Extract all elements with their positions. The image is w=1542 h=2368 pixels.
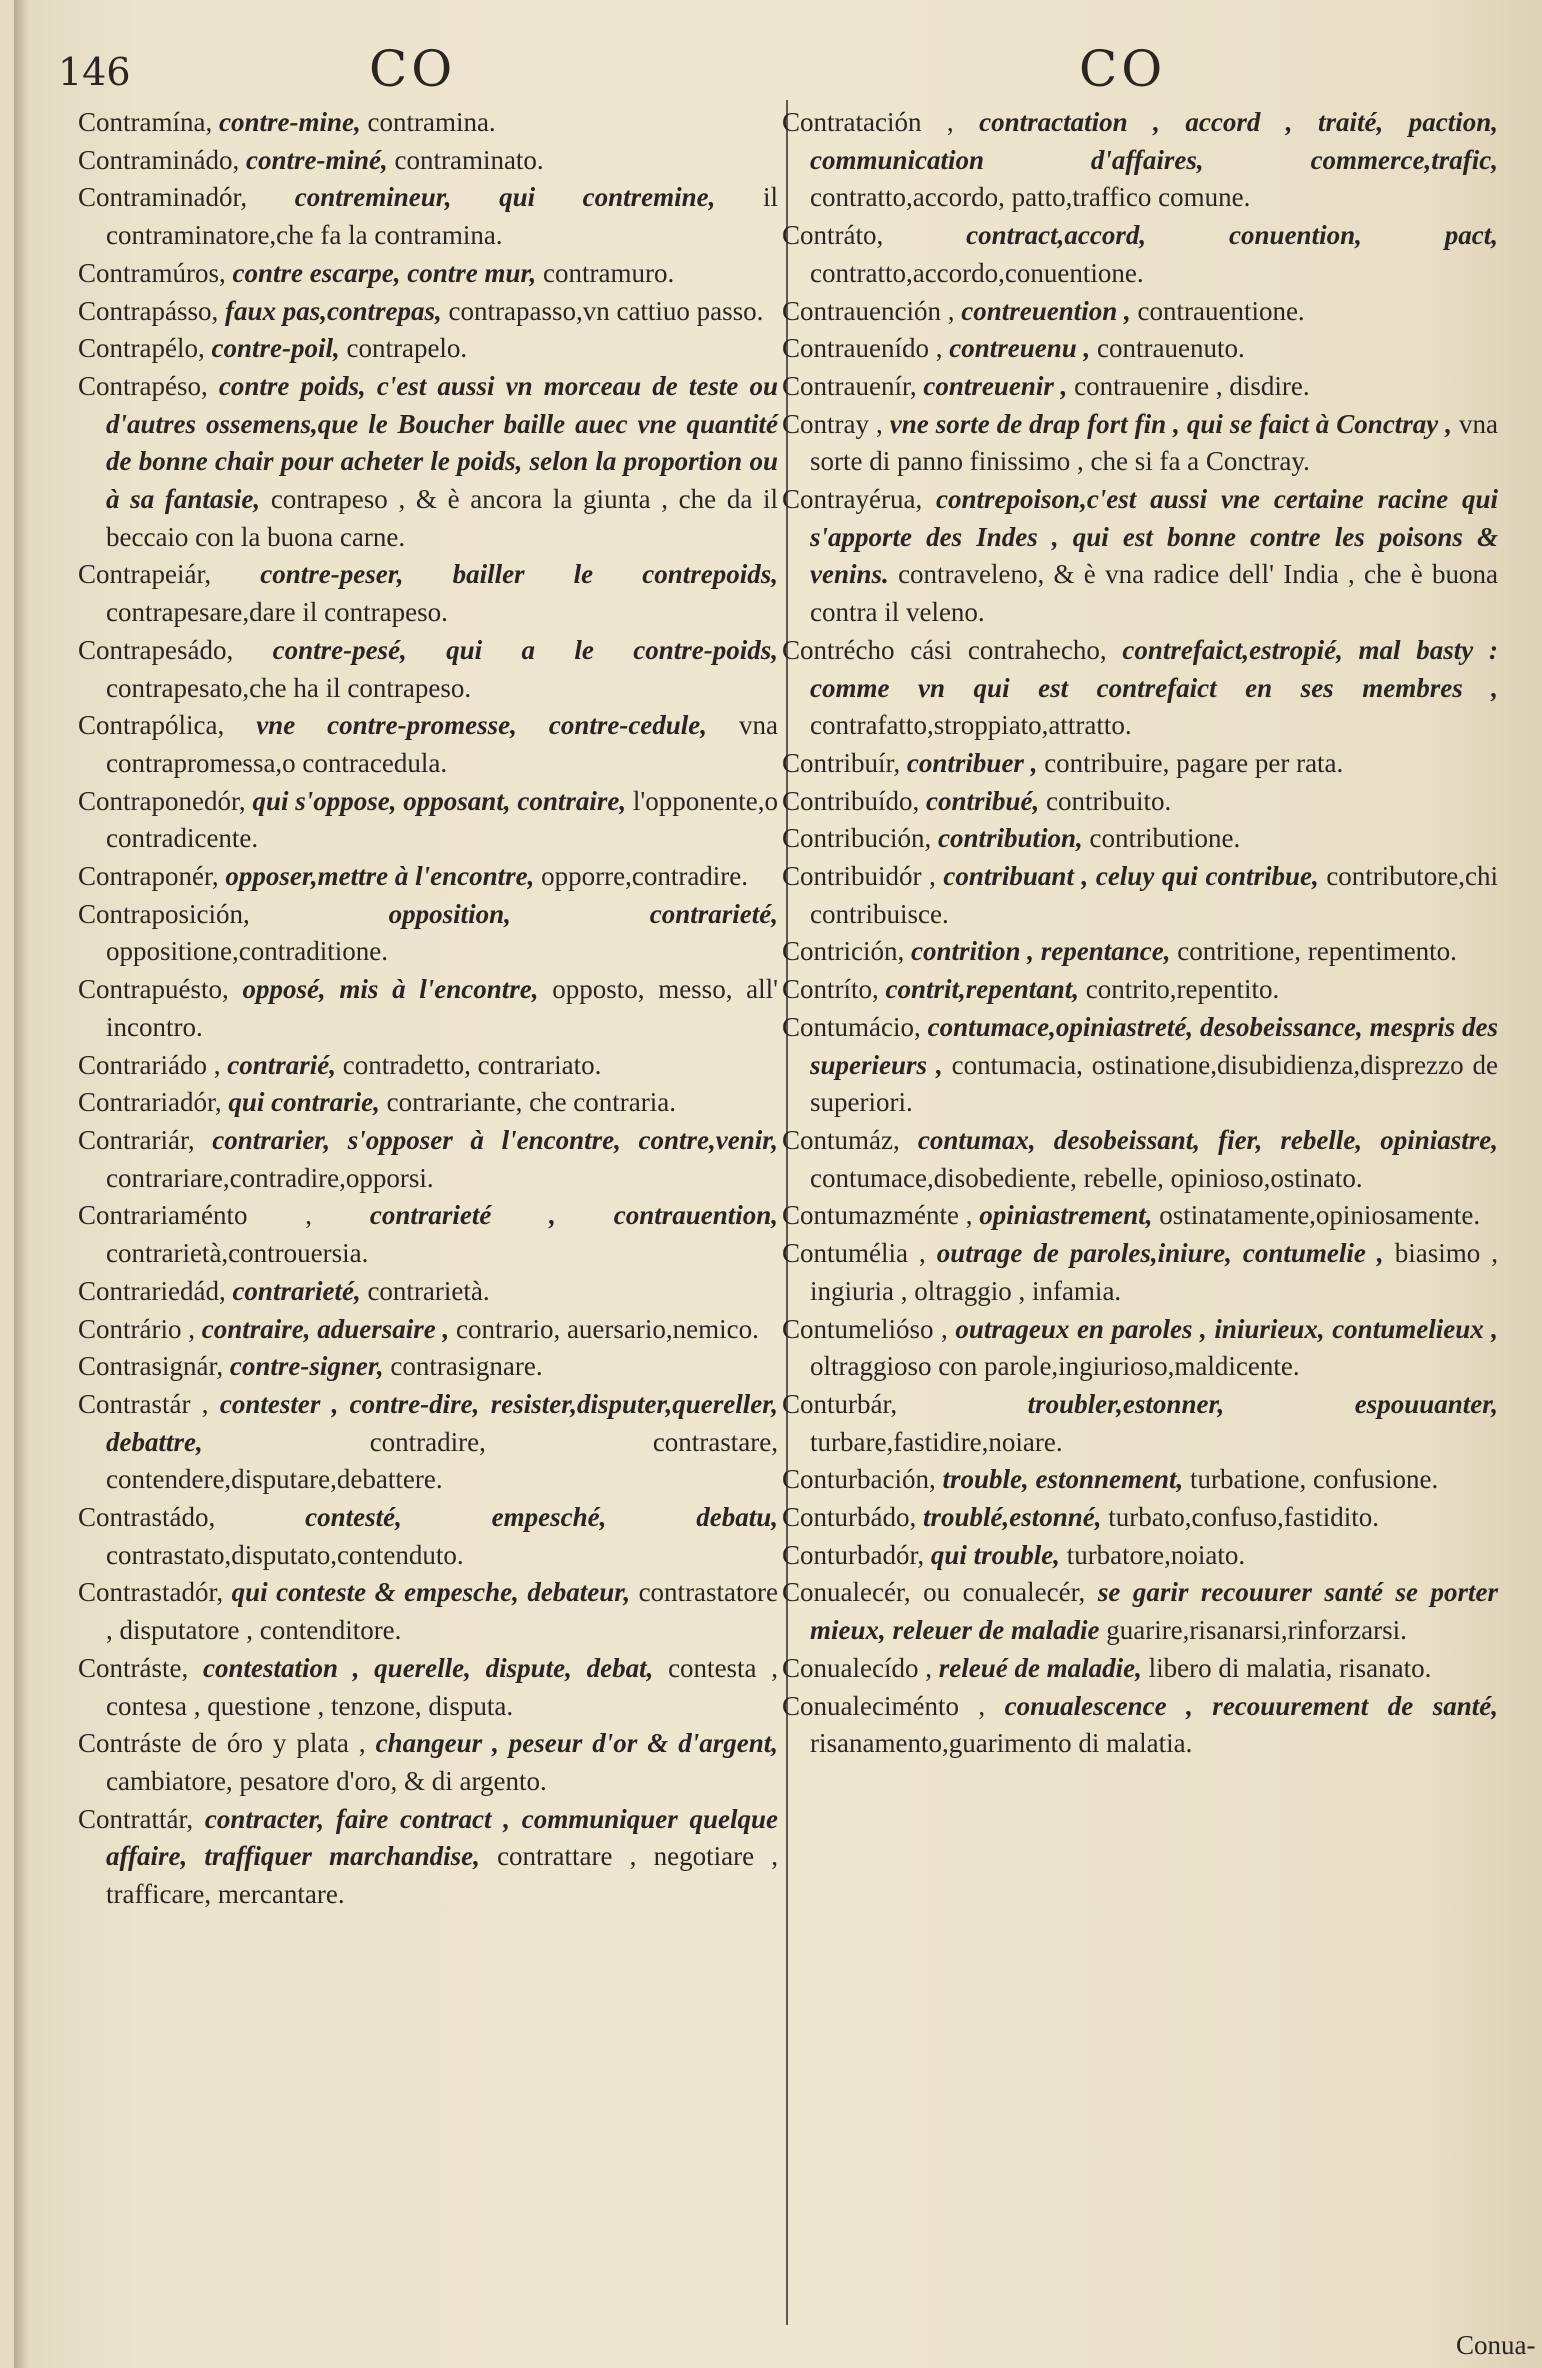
dictionary-entry — [78, 1574, 778, 1649]
entry-headword: Contrauención , — [782, 295, 955, 326]
entry-headword: Conturbadór, — [782, 1539, 925, 1570]
entry-italian-gloss: contrauenire , disdire. — [1074, 370, 1310, 401]
dictionary-entry — [782, 1009, 1498, 1122]
dictionary-entry — [782, 1650, 1498, 1688]
entry-french-gloss: qui s'oppose, opposant, contraire, — [252, 785, 627, 816]
entry-italian-gloss: cambiatore, pesatore d'oro, & di argento. — [106, 1765, 547, 1796]
entry-headword: Contrapélo, — [78, 333, 205, 364]
dictionary-entry — [78, 896, 778, 971]
catchword: Conua- — [1456, 2330, 1536, 2360]
dictionary-entry — [782, 1235, 1498, 1310]
entry-italian-gloss: contrastatore , disputatore , contenditore. — [106, 1577, 779, 1646]
dictionary-entry — [78, 1197, 778, 1272]
dictionary-entry — [78, 1047, 778, 1085]
entry-italian-gloss: ostinatamente,opiniosamente. — [1159, 1200, 1481, 1231]
entry-headword: Contrariár, — [78, 1124, 195, 1155]
entry-italian-gloss: contesta , contesa , questione , tenzone, disputa. — [106, 1652, 779, 1721]
entry-italian-gloss: contradetto, contrariato. — [342, 1049, 602, 1080]
dictionary-entry — [78, 1348, 778, 1386]
entry-french-gloss: contreuenu , — [949, 333, 1091, 364]
entry-french-gloss: trouble, estonnement, — [942, 1464, 1184, 1495]
entry-headword: Conturbár, — [782, 1388, 898, 1419]
entry-french-gloss: contre poids, c'est aussi vn morceau de teste ou d'autres ossemens,que le Boucher baille auec vne quantité de bonne chair pour acheter le poids, selon la proportion ou à sa fantasie, — [106, 370, 779, 515]
entry-italian-gloss: contumacia, ostinatione,disubidienza,disprezzo de superiori. — [810, 1049, 1499, 1118]
entry-headword: Contrayérua, — [782, 484, 923, 515]
entry-headword: Contrapéso, — [78, 370, 208, 401]
entry-french-gloss: contribuant , celuy qui contribue, — [943, 861, 1319, 892]
entry-italian-gloss: contraveleno, & è vna radice dell' India , che è buona contra il veleno. — [810, 559, 1499, 628]
entry-french-gloss: contract,accord, conuention, pact, — [966, 220, 1498, 251]
entry-headword: Contrapesádo, — [78, 634, 234, 665]
entry-italian-gloss: contumace,disobediente, rebelle, opinioso,ostinato. — [810, 1162, 1363, 1193]
entry-french-gloss: contremineur, qui contremine, — [294, 182, 716, 213]
dictionary-entry — [782, 1499, 1498, 1537]
left-column — [78, 104, 778, 1914]
entry-italian-gloss: contribuire, pagare per rata. — [1044, 747, 1344, 778]
entry-headword: Contrariaménto , — [78, 1200, 313, 1231]
entry-headword: Contrastádo, — [78, 1502, 216, 1533]
entry-headword: Contrasignár, — [78, 1351, 224, 1382]
entry-french-gloss: contrarié, — [227, 1049, 336, 1080]
entry-italian-gloss: turbatore,noiato. — [1066, 1539, 1246, 1570]
dictionary-entry — [782, 104, 1498, 217]
entry-french-gloss: contreuention , — [961, 295, 1131, 326]
entry-headword: Contribuído, — [782, 785, 920, 816]
entry-headword: Contrapásso, — [78, 295, 219, 326]
entry-headword: Conualecér, ou conualecér, — [782, 1577, 1086, 1608]
entry-french-gloss: contumace,opiniastreté, desobeissance, mespris des superieurs , — [810, 1011, 1499, 1080]
dictionary-entry — [782, 858, 1498, 933]
entry-french-gloss: contre-peser, bailler le contrepoids, — [260, 559, 778, 590]
dictionary-entry — [782, 481, 1498, 632]
entry-headword: Contraposición, — [78, 898, 250, 929]
entry-headword: Contraminadór, — [78, 182, 248, 213]
entry-italian-gloss: oppositione,contraditione. — [106, 936, 388, 967]
dictionary-entry — [78, 858, 778, 896]
entry-headword: Contrastadór, — [78, 1577, 224, 1608]
dictionary-entry — [782, 745, 1498, 783]
entry-headword: Contramína, — [78, 107, 213, 137]
entry-italian-gloss: turbatione, confusione. — [1190, 1464, 1439, 1495]
entry-italian-gloss: contrariare,contradire,opporsi. — [106, 1162, 434, 1193]
entry-french-gloss: contribution, — [938, 823, 1083, 854]
dictionary-entry — [782, 368, 1498, 406]
entry-french-gloss: contumax, desobeissant, fier, rebelle, opiniastre, — [917, 1124, 1498, 1155]
entry-italian-gloss: contrafatto,stroppiato,attratto. — [810, 710, 1132, 741]
entry-headword: Contribuidór , — [782, 861, 936, 892]
dictionary-entry — [782, 330, 1498, 368]
dictionary-entry — [782, 1122, 1498, 1197]
entry-headword: Conturbádo, — [782, 1502, 917, 1533]
entry-italian-gloss: contramina. — [367, 107, 496, 137]
entry-italian-gloss: contrauenuto. — [1097, 333, 1245, 364]
entry-french-gloss: releué de maladie, — [938, 1652, 1142, 1683]
dictionary-entry — [782, 933, 1498, 971]
entry-italian-gloss: contrario, auersario,nemico. — [456, 1313, 759, 1344]
entry-french-gloss: contraire, aduersaire , — [201, 1313, 450, 1344]
entry-italian-gloss: opposto, messo, all' incontro. — [106, 974, 778, 1042]
entry-headword: Contribuír, — [782, 747, 901, 778]
entry-headword: Contrapeiár, — [78, 559, 212, 590]
entry-french-gloss: contre-poil, — [211, 333, 340, 364]
entry-italian-gloss: contrauentione. — [1137, 295, 1305, 326]
entry-italian-gloss: oltraggioso con parole,ingiurioso,maldicente. — [810, 1351, 1300, 1382]
entry-italian-gloss: contrarietà,controuersia. — [106, 1238, 369, 1269]
dictionary-entry — [782, 293, 1498, 331]
entry-french-gloss: troublé,estonné, — [923, 1502, 1102, 1533]
entry-headword: Conturbación, — [782, 1464, 936, 1495]
entry-french-gloss: contrarier, s'opposer à l'encontre, contre,venir, — [212, 1124, 778, 1155]
dictionary-entry — [782, 1688, 1498, 1763]
entry-french-gloss: contre-signer, — [229, 1351, 384, 1382]
entry-headword: Conualeciménto , — [782, 1690, 986, 1721]
entry-french-gloss: faux pas,contrepas, — [224, 295, 442, 326]
entry-french-gloss: vne sorte de drap fort fin , qui se faict à Conctray , — [889, 408, 1453, 439]
entry-headword: Contrariádo , — [78, 1049, 221, 1080]
dictionary-entry — [78, 1273, 778, 1311]
entry-headword: Contrattár, — [78, 1803, 194, 1834]
dictionary-entry — [78, 1499, 778, 1574]
dictionary-entry — [78, 707, 778, 782]
entry-french-gloss: contribuer , — [906, 747, 1038, 778]
dictionary-entry — [78, 1725, 778, 1800]
entry-italian-gloss: turbare,fastidire,noiare. — [810, 1426, 1063, 1457]
dictionary-entry — [78, 971, 778, 1046]
dictionary-entry — [782, 1386, 1498, 1461]
entry-french-gloss: contribué, — [926, 785, 1040, 816]
entry-italian-gloss: contrapesato,che ha il contrapeso. — [106, 672, 472, 703]
entry-headword: Contráto, — [782, 220, 884, 251]
entry-italian-gloss: contrasignare. — [390, 1351, 543, 1382]
dictionary-entry — [78, 104, 778, 142]
entry-italian-gloss: vna contrapromessa,o contracedula. — [106, 710, 778, 778]
entry-italian-gloss: contratto,accordo,conuentione. — [810, 257, 1144, 288]
dictionary-entry — [782, 971, 1498, 1009]
entry-french-gloss: se garir recouurer santé se porter mieux, releuer de maladie — [810, 1577, 1499, 1646]
entry-french-gloss: contre-mine, — [218, 107, 361, 137]
entry-headword: Contrición, — [782, 936, 905, 967]
entry-italian-gloss: contritione, repentimento. — [1177, 936, 1457, 967]
dictionary-entry — [782, 820, 1498, 858]
dictionary-entry — [78, 1386, 778, 1499]
entry-headword: Contumelióso , — [782, 1313, 948, 1344]
dictionary-entry — [78, 142, 778, 180]
entry-french-gloss: qui contrarie, — [228, 1087, 380, 1118]
dictionary-entry — [78, 255, 778, 293]
entry-headword: Contraponedór, — [78, 785, 246, 816]
entry-headword: Contrário , — [78, 1313, 195, 1344]
entry-headword: Contrastár , — [78, 1388, 209, 1419]
entry-headword: Contumélia , — [782, 1238, 926, 1269]
entry-french-gloss: contracter, faire contract , communiquer quelque affaire, traffiquer marchandise, — [106, 1803, 778, 1872]
entry-headword: Contráste de óro y plata , — [78, 1728, 366, 1759]
entry-headword: Contribución, — [782, 823, 932, 854]
entry-italian-gloss: contributore,chi contribuisce. — [810, 861, 1499, 929]
right-column-heading: CO — [1079, 40, 1167, 98]
entry-headword: Contratación , — [782, 107, 954, 137]
entry-italian-gloss: contrito,repentito. — [1085, 974, 1280, 1005]
entry-french-gloss: contreuenir , — [923, 370, 1068, 401]
entry-french-gloss: outrage de paroles,iniure, contumelie , — [936, 1238, 1384, 1269]
dictionary-page — [14, 0, 1542, 2368]
dictionary-entry — [78, 1311, 778, 1349]
entry-italian-gloss: contrapelo. — [346, 333, 468, 364]
entry-italian-gloss: biasimo , ingiuria , oltraggio , infamia. — [810, 1238, 1498, 1306]
entry-french-gloss: conualescence , recouurement de santé, — [1004, 1690, 1498, 1721]
entry-french-gloss: contrarieté , contrauention, — [369, 1200, 779, 1231]
dictionary-entry — [78, 368, 778, 557]
dictionary-entry — [782, 1197, 1498, 1235]
dictionary-entry — [782, 1574, 1498, 1649]
entry-italian-gloss: il contraminatore,che fa la contramina. — [106, 182, 779, 251]
entry-italian-gloss: contributione. — [1089, 823, 1241, 854]
entry-french-gloss: troubler,estonner, espouuanter, — [1027, 1388, 1498, 1419]
entry-italian-gloss: vna sorte di panno finissimo , che si fa a Conctray. — [810, 408, 1499, 477]
entry-italian-gloss: libero di malatia, risanato. — [1148, 1652, 1432, 1683]
entry-headword: Contrapuésto, — [78, 974, 229, 1005]
dictionary-entry — [782, 632, 1498, 745]
entry-italian-gloss: contrapesare,dare il contrapeso. — [106, 597, 448, 628]
dictionary-entry — [78, 783, 778, 858]
dictionary-entry — [78, 632, 778, 707]
entry-italian-gloss: contramuro. — [543, 257, 675, 288]
dictionary-entry — [78, 1084, 778, 1122]
dictionary-entry — [78, 293, 778, 331]
entry-french-gloss: qui conteste & empesche, debateur, — [231, 1577, 631, 1608]
entry-italian-gloss: contrapeso , & è ancora la giunta , che da il beccaio con la buona carne. — [106, 484, 778, 552]
entry-french-gloss: contrition , repentance, — [911, 936, 1171, 967]
entry-headword: Contumácio, — [782, 1011, 921, 1042]
entry-french-gloss: vne contre-promesse, contre-cedule, — [256, 710, 708, 741]
entry-italian-gloss: contribuito. — [1046, 785, 1172, 816]
entry-french-gloss: contractation , accord , traité, paction, communication d'affaires, commerce,trafic, — [810, 107, 1498, 175]
entry-italian-gloss: contraminato. — [394, 144, 544, 175]
dictionary-entry — [78, 556, 778, 631]
entry-headword: Contraminádo, — [78, 144, 240, 175]
entry-italian-gloss: turbato,confuso,fastidito. — [1108, 1502, 1379, 1533]
entry-headword: Contrariedád, — [78, 1275, 226, 1306]
dictionary-entry — [782, 1461, 1498, 1499]
entry-french-gloss: qui trouble, — [930, 1539, 1060, 1570]
left-column-heading: CO — [369, 40, 457, 98]
entry-italian-gloss: contrariante, che contraria. — [386, 1087, 676, 1118]
entry-italian-gloss: contradire, contrastare, contendere,disputare,debattere. — [106, 1426, 778, 1495]
dictionary-entry — [78, 1650, 778, 1725]
entry-french-gloss: contrepoison,c'est aussi vne certaine racine qui s'apporte des Indes , qui est bonne contre les poisons & venins. — [810, 484, 1499, 590]
entry-italian-gloss: contratto,accordo, patto,traffico comune. — [810, 182, 1251, 213]
entry-french-gloss: opposer,mettre à l'encontre, — [225, 861, 535, 892]
dictionary-entry — [782, 783, 1498, 821]
entry-italian-gloss: risanamento,guarimento di malatia. — [810, 1728, 1193, 1759]
entry-headword: Contrécho cási contrahecho, — [782, 634, 1107, 665]
right-column — [782, 104, 1498, 1763]
entry-french-gloss: contrefaict,estropié, mal basty : comme vn qui est contrefaict en ses membres , — [810, 634, 1499, 703]
entry-italian-gloss: opporre,contradire. — [541, 861, 749, 892]
entry-headword: Contraponér, — [78, 861, 219, 892]
entry-headword: Conualecído , — [782, 1652, 932, 1683]
dictionary-entry — [78, 1801, 778, 1914]
entry-french-gloss: contre-miné, — [245, 144, 388, 175]
entry-italian-gloss: contrattare , negotiare , trafficare, mercantare. — [106, 1841, 778, 1910]
entry-headword: Contrauenír, — [782, 370, 917, 401]
entry-headword: Contráste, — [78, 1652, 189, 1683]
entry-french-gloss: contesté, empesché, debatu, — [305, 1502, 778, 1533]
dictionary-entry — [782, 217, 1498, 292]
dictionary-entry — [78, 330, 778, 368]
dictionary-entry — [78, 179, 778, 254]
dictionary-entry — [782, 1537, 1498, 1575]
entry-italian-gloss: guarire,risanarsi,rinforzarsi. — [1106, 1615, 1407, 1646]
entry-french-gloss: opiniastrement, — [979, 1200, 1153, 1231]
page-header — [14, 40, 1542, 100]
entry-italian-gloss: contrastato,disputato,contenduto. — [106, 1539, 464, 1570]
entry-headword: Contrauenído , — [782, 333, 943, 364]
entry-headword: Contríto, — [782, 974, 879, 1005]
entry-french-gloss: contestation , querelle, dispute, debat, — [202, 1652, 654, 1683]
entry-italian-gloss: contrapasso,vn cattiuo passo. — [448, 295, 764, 326]
entry-headword: Contramúros, — [78, 257, 226, 288]
entry-italian-gloss: contrarietà. — [367, 1275, 490, 1306]
entry-french-gloss: contester , contre-dire, resister,disputer,quereller, debattre, — [106, 1388, 778, 1457]
dictionary-entry — [78, 1122, 778, 1197]
page-number: 146 — [58, 50, 131, 94]
entry-french-gloss: opposé, mis à l'encontre, — [242, 974, 539, 1005]
entry-french-gloss: contre-pesé, qui a le contre-poids, — [272, 634, 778, 665]
entry-italian-gloss: l'opponente,o contradicente. — [106, 785, 779, 854]
entry-headword: Contrapólica, — [78, 710, 225, 741]
entry-french-gloss: outrageux en paroles , iniurieux, contumelieux , — [955, 1313, 1499, 1344]
entry-headword: Contumazménte , — [782, 1200, 973, 1231]
entry-french-gloss: changeur , peseur d'or & d'argent, — [375, 1728, 778, 1759]
entry-headword: Contumáz, — [782, 1124, 900, 1155]
binding-shadow — [14, 0, 28, 2368]
entry-french-gloss: contrarieté, — [232, 1275, 361, 1306]
entry-french-gloss: opposition, contrarieté, — [388, 898, 778, 929]
entry-headword: Contray , — [782, 408, 883, 439]
entry-french-gloss: contrit,repentant, — [885, 974, 1080, 1005]
entry-headword: Contrariadór, — [78, 1087, 222, 1118]
dictionary-entry — [782, 1311, 1498, 1386]
entry-french-gloss: contre escarpe, contre mur, — [232, 257, 537, 288]
dictionary-entry — [782, 406, 1498, 481]
